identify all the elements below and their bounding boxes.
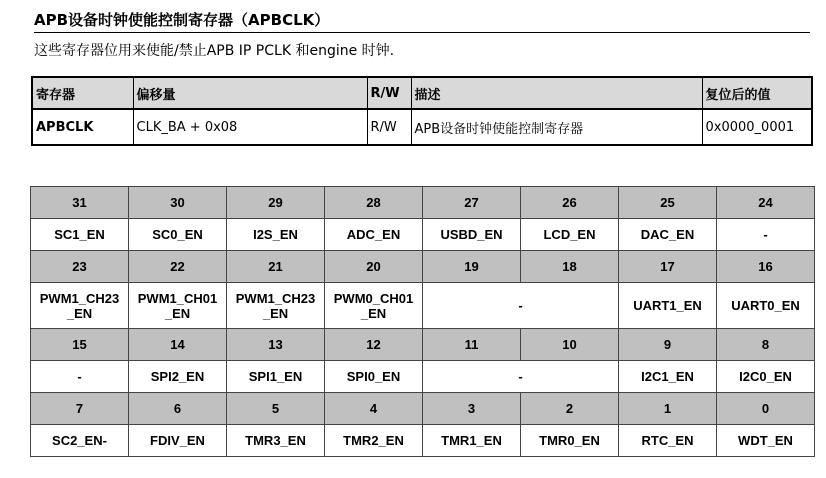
bit-field-table: [30, 186, 815, 457]
bit-number: 2: [521, 393, 619, 425]
bit-name: I2C1_EN: [619, 361, 717, 393]
bit-name: RTC_EN: [619, 425, 717, 457]
bit-number: 3: [423, 393, 521, 425]
bit-number: 9: [619, 329, 717, 361]
section-description: 这些寄存器位用来使能/禁止APB IP PCLK 和engine 时钟.: [34, 43, 395, 59]
bit-number: 31: [31, 187, 129, 219]
register-table-header: [32, 77, 812, 109]
bit-name: -: [31, 361, 129, 393]
bit-number: 23: [31, 251, 129, 283]
bit-number: 12: [325, 329, 423, 361]
register-row: [32, 109, 812, 145]
bit-number: 20: [325, 251, 423, 283]
bit-number: 1: [619, 393, 717, 425]
bit-name: UART1_EN: [619, 283, 717, 329]
bit-name: TMR3_EN: [227, 425, 325, 457]
cell-reset-value: 0x0000_0001: [702, 109, 812, 145]
bit-name: I2C0_EN: [717, 361, 815, 393]
bit-number: 22: [129, 251, 227, 283]
bit-number: 30: [129, 187, 227, 219]
bit-number: 28: [325, 187, 423, 219]
bit-name: UART0_EN: [717, 283, 815, 329]
bit-number: 18: [521, 251, 619, 283]
bit-number-row: [31, 251, 815, 283]
bit-number: 6: [129, 393, 227, 425]
bit-name: USBD_EN: [423, 219, 521, 251]
header-offset: 偏移量: [133, 77, 367, 109]
bit-number: 4: [325, 393, 423, 425]
cell-offset: CLK_BA + 0x08: [133, 109, 367, 145]
cell-rw: R/W: [367, 109, 411, 145]
cell-register-name: APBCLK: [32, 109, 133, 145]
bit-number: 17: [619, 251, 717, 283]
bit-number: 7: [31, 393, 129, 425]
bit-name: PWM0_CH01 _EN: [325, 283, 423, 329]
bit-number: 10: [521, 329, 619, 361]
bit-number: 29: [227, 187, 325, 219]
bit-number: 13: [227, 329, 325, 361]
bit-name: TMR1_EN: [423, 425, 521, 457]
bit-name: I2S_EN: [227, 219, 325, 251]
section-title: APB设备时钟使能控制寄存器（APBCLK）: [34, 10, 810, 33]
bit-name-row: [31, 283, 815, 329]
bit-name-row: [31, 219, 815, 251]
bit-name: TMR2_EN: [325, 425, 423, 457]
bit-name: PWM1_CH23 _EN: [31, 283, 129, 329]
bit-name-row: [31, 361, 815, 393]
bit-name-reserved: -: [423, 283, 619, 329]
bit-name: TMR0_EN: [521, 425, 619, 457]
bit-number: 16: [717, 251, 815, 283]
bit-name: PWM1_CH01 _EN: [129, 283, 227, 329]
bit-number: 8: [717, 329, 815, 361]
bit-name: FDIV_EN: [129, 425, 227, 457]
bit-number: 0: [717, 393, 815, 425]
bit-name: SPI1_EN: [227, 361, 325, 393]
bit-number: 21: [227, 251, 325, 283]
bit-number: 5: [227, 393, 325, 425]
register-table: [31, 76, 813, 146]
header-rw: R/W: [367, 77, 411, 109]
bit-name: SPI2_EN: [129, 361, 227, 393]
bit-name-reserved: -: [423, 361, 619, 393]
bit-name: SC1_EN: [31, 219, 129, 251]
bit-name: LCD_EN: [521, 219, 619, 251]
cell-description: APB设备时钟使能控制寄存器: [411, 109, 702, 145]
bit-name: DAC_EN: [619, 219, 717, 251]
bit-number: 11: [423, 329, 521, 361]
header-description: 描述: [411, 77, 702, 109]
bit-name: SC2_EN-: [31, 425, 129, 457]
bit-number: 25: [619, 187, 717, 219]
bit-name: PWM1_CH23 _EN: [227, 283, 325, 329]
header-reset-value: 复位后的值: [702, 77, 812, 109]
bit-name: ADC_EN: [325, 219, 423, 251]
bit-number: 14: [129, 329, 227, 361]
bit-number-row: [31, 187, 815, 219]
bit-name: -: [717, 219, 815, 251]
bit-name: SC0_EN: [129, 219, 227, 251]
bit-number: 19: [423, 251, 521, 283]
bit-number-row: [31, 329, 815, 361]
bit-name: SPI0_EN: [325, 361, 423, 393]
bit-number: 24: [717, 187, 815, 219]
bit-number-row: [31, 393, 815, 425]
bit-number: 27: [423, 187, 521, 219]
bit-name: WDT_EN: [717, 425, 815, 457]
header-register: 寄存器: [32, 77, 133, 109]
bit-number: 26: [521, 187, 619, 219]
bit-number: 15: [31, 329, 129, 361]
bit-name-row: [31, 425, 815, 457]
